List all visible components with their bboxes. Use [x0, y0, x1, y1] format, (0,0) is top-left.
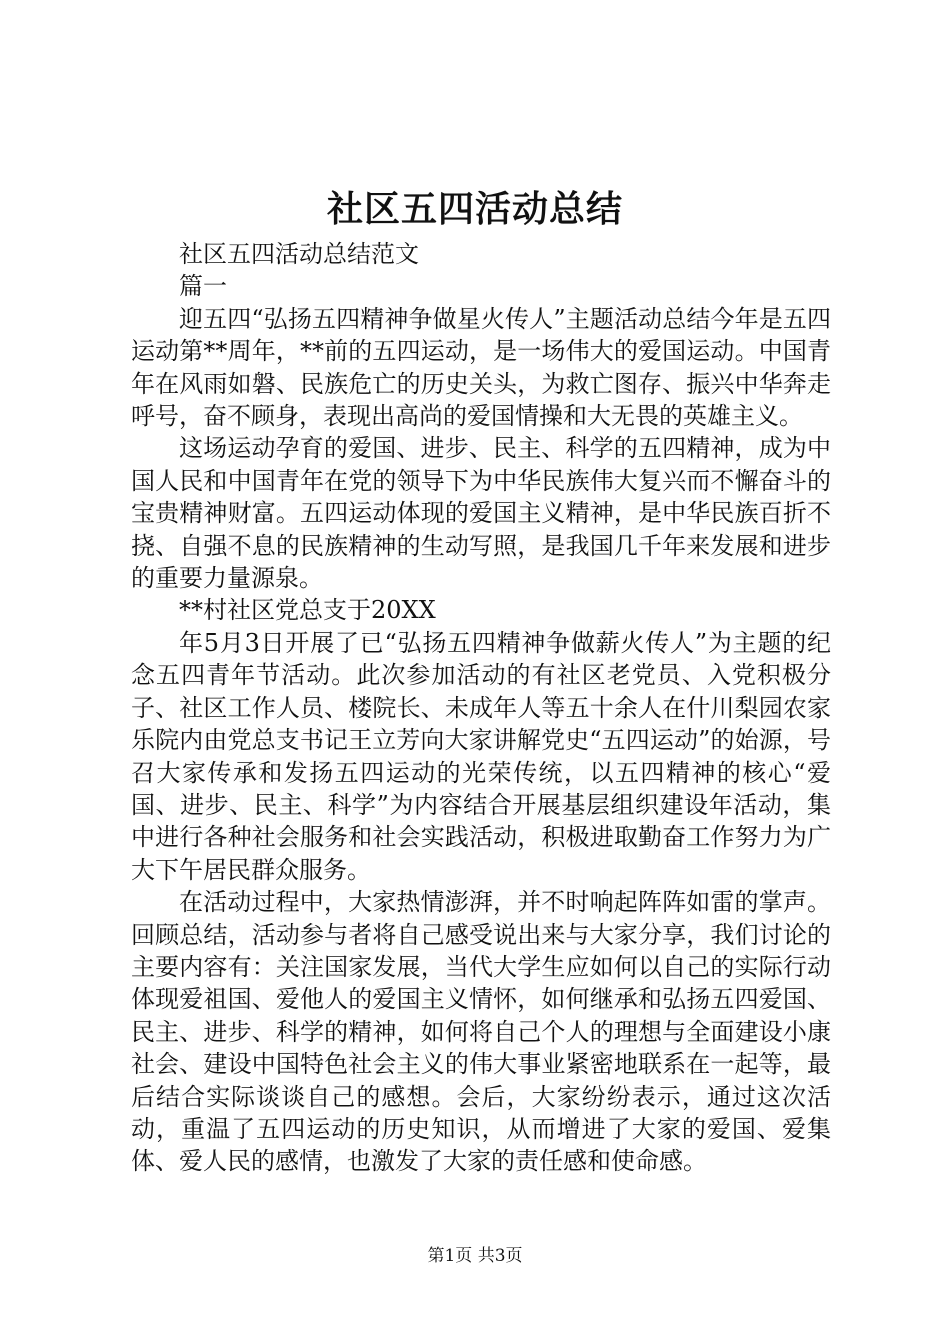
body-paragraph: 年5月3日开展了已“弘扬五四精神争做薪火传人”为主题的纪念五四青年节活动。此次参加活动的有社区老党员、入党积极分子、社区工作人员、楼院长、未成年人等五十余人在什川梨园农家乐院内由党总支书记王立芳向大家讲解党史“五四运动”的始源，号召大家传承和发扬五四运动的光荣传统，以五四精神的核心“爱国、进步、民主、科学”为内容结合开展基层组织建设年活动，集中进行各种社会服务和社会实践活动，积极进取勤奋工作努力为广大下午居民群众服务。: [131, 628, 831, 884]
document-body: [131, 238, 831, 1178]
page-footer: 第1页 共3页: [427, 1246, 523, 1266]
body-paragraph: 迎五四“弘扬五四精神争做星火传人”主题活动总结今年是五四运动第**周年，**前的五四运动，是一场伟大的爱国运动。中国青年在风雨如磐、民族危亡的历史关头，为救亡图存、振兴中华奔走呼号，奋不顾身，表现出高尚的爱国情操和大无畏的英雄主义。: [131, 304, 831, 431]
section-heading: 篇一: [179, 272, 227, 301]
body-paragraph: **村社区党总支于20XX: [179, 596, 436, 625]
body-paragraph: 这场运动孕育的爱国、进步、民主、科学的五四精神，成为中国人民和中国青年在党的领导下为中华民族伟大复兴而不懈奋斗的宝贵精神财富。五四运动体现的爱国主义精神，是中华民族百折不挠、自强不息的民族精神的生动写照，是我国几千年来发展和进步的重要力量源泉。: [131, 434, 831, 593]
document-title: 社区五四活动总结: [326, 188, 623, 230]
body-paragraph: 在活动过程中，大家热情澎湃，并不时响起阵阵如雷的掌声。回顾总结，活动参与者将自己感受说出来与大家分享，我们讨论的主要内容有：关注国家发展，当代大学生应如何以自己的实际行动体现爱祖国、爱他人的爱国主义情怀，如何继承和弘扬五四爱国、民主、进步、科学的精神，如何将自己个人的理想与全面建设小康社会、建设中国特色社会主义的伟大事业紧密地联系在一起等，最后结合实际谈谈自己的感想。会后，大家纷纷表示，通过这次活动，重温了五四运动的历史知识，从而增进了大家的爱国、爱集体、爱人民的感情，也激发了大家的责任感和使命感。: [131, 888, 831, 1176]
subtitle-paragraph: 社区五四活动总结范文: [179, 240, 419, 268]
